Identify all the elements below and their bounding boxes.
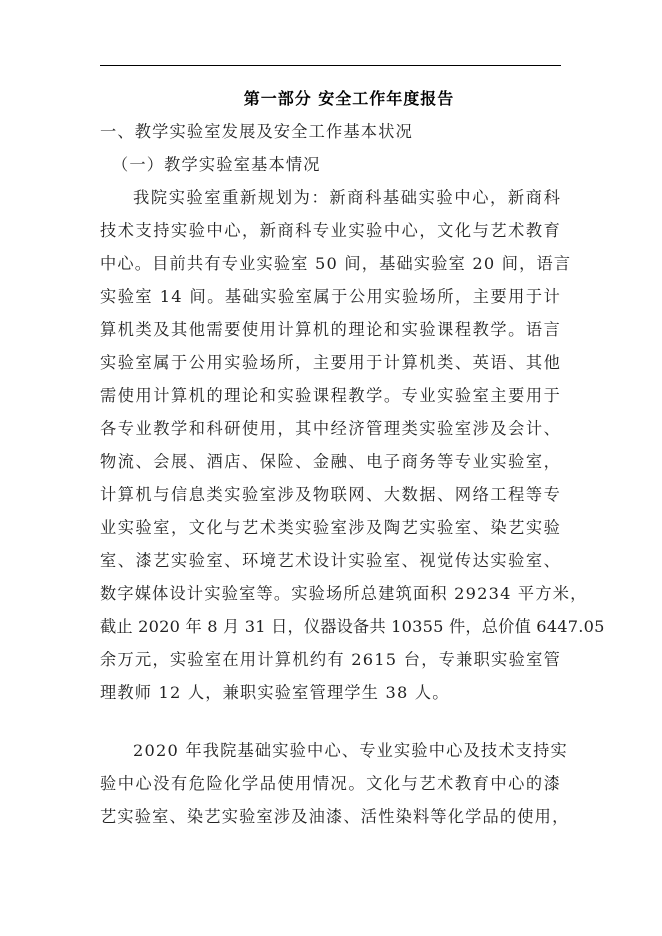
paragraph-line: 我院实验室重新规划为：新商科基础实验中心，新商科 [133,188,561,207]
paragraph-line: 技术支持实验中心，新商科专业实验中心，文化与艺术教育 [100,221,561,240]
paragraph-line: 室、漆艺实验室、环境艺术设计实验室、视觉传达实验室、 [100,551,561,570]
paragraph-line: 实验室 14 间。基础实验室属于公用实验场所，主要用于计 [100,287,561,306]
section-heading: 一、教学实验室发展及安全工作基本状况 [100,122,413,141]
subsection-heading: （一）教学实验室基本情况 [112,155,321,174]
paragraph-line: 截止 2020 年 8 月 31 日，仪器设备共 10355 件，总价值 6447.05 [100,617,605,636]
paragraph-line: 各专业教学和科研使用，其中经济管理类实验室涉及会计、 [100,419,561,438]
paragraph-line: 中心。目前共有专业实验室 50 间，基础实验室 20 间，语言 [100,254,572,273]
paragraph-line: 需使用计算机的理论和实验课程教学。专业实验室主要用于 [100,386,561,405]
paragraph-line: 算机类及其他需要使用计算机的理论和实验课程教学。语言 [100,320,561,339]
header-rule [100,65,561,66]
paragraph-line: 2020 年我院基础实验中心、专业实验中心及技术支持实 [133,741,568,760]
paragraph-line: 理教师 12 人，兼职实验室管理学生 38 人。 [100,683,450,702]
document-title: 第一部分 安全工作年度报告 [243,89,455,108]
paragraph-line: 艺实验室、染艺实验室涉及油漆、活性染料等化学品的使用， [100,807,570,826]
paragraph-line: 验中心没有危险化学品使用情况。文化与艺术教育中心的漆 [100,774,561,793]
paragraph-line: 数字媒体设计实验室等。实验场所总建筑面积 29234 平方米， [100,584,588,603]
paragraph-line: 实验室属于公用实验场所，主要用于计算机类、英语、其他 [100,353,561,372]
paragraph-line: 余万元，实验室在用计算机约有 2615 台，专兼职实验室管 [100,650,561,669]
paragraph-line: 物流、会展、酒店、保险、金融、电子商务等专业实验室， [100,452,561,471]
paragraph-line: 业实验室，文化与艺术类实验室涉及陶艺实验室、染艺实验 [100,518,561,537]
paragraph-line: 计算机与信息类实验室涉及物联网、大数据、网络工程等专 [100,485,561,504]
